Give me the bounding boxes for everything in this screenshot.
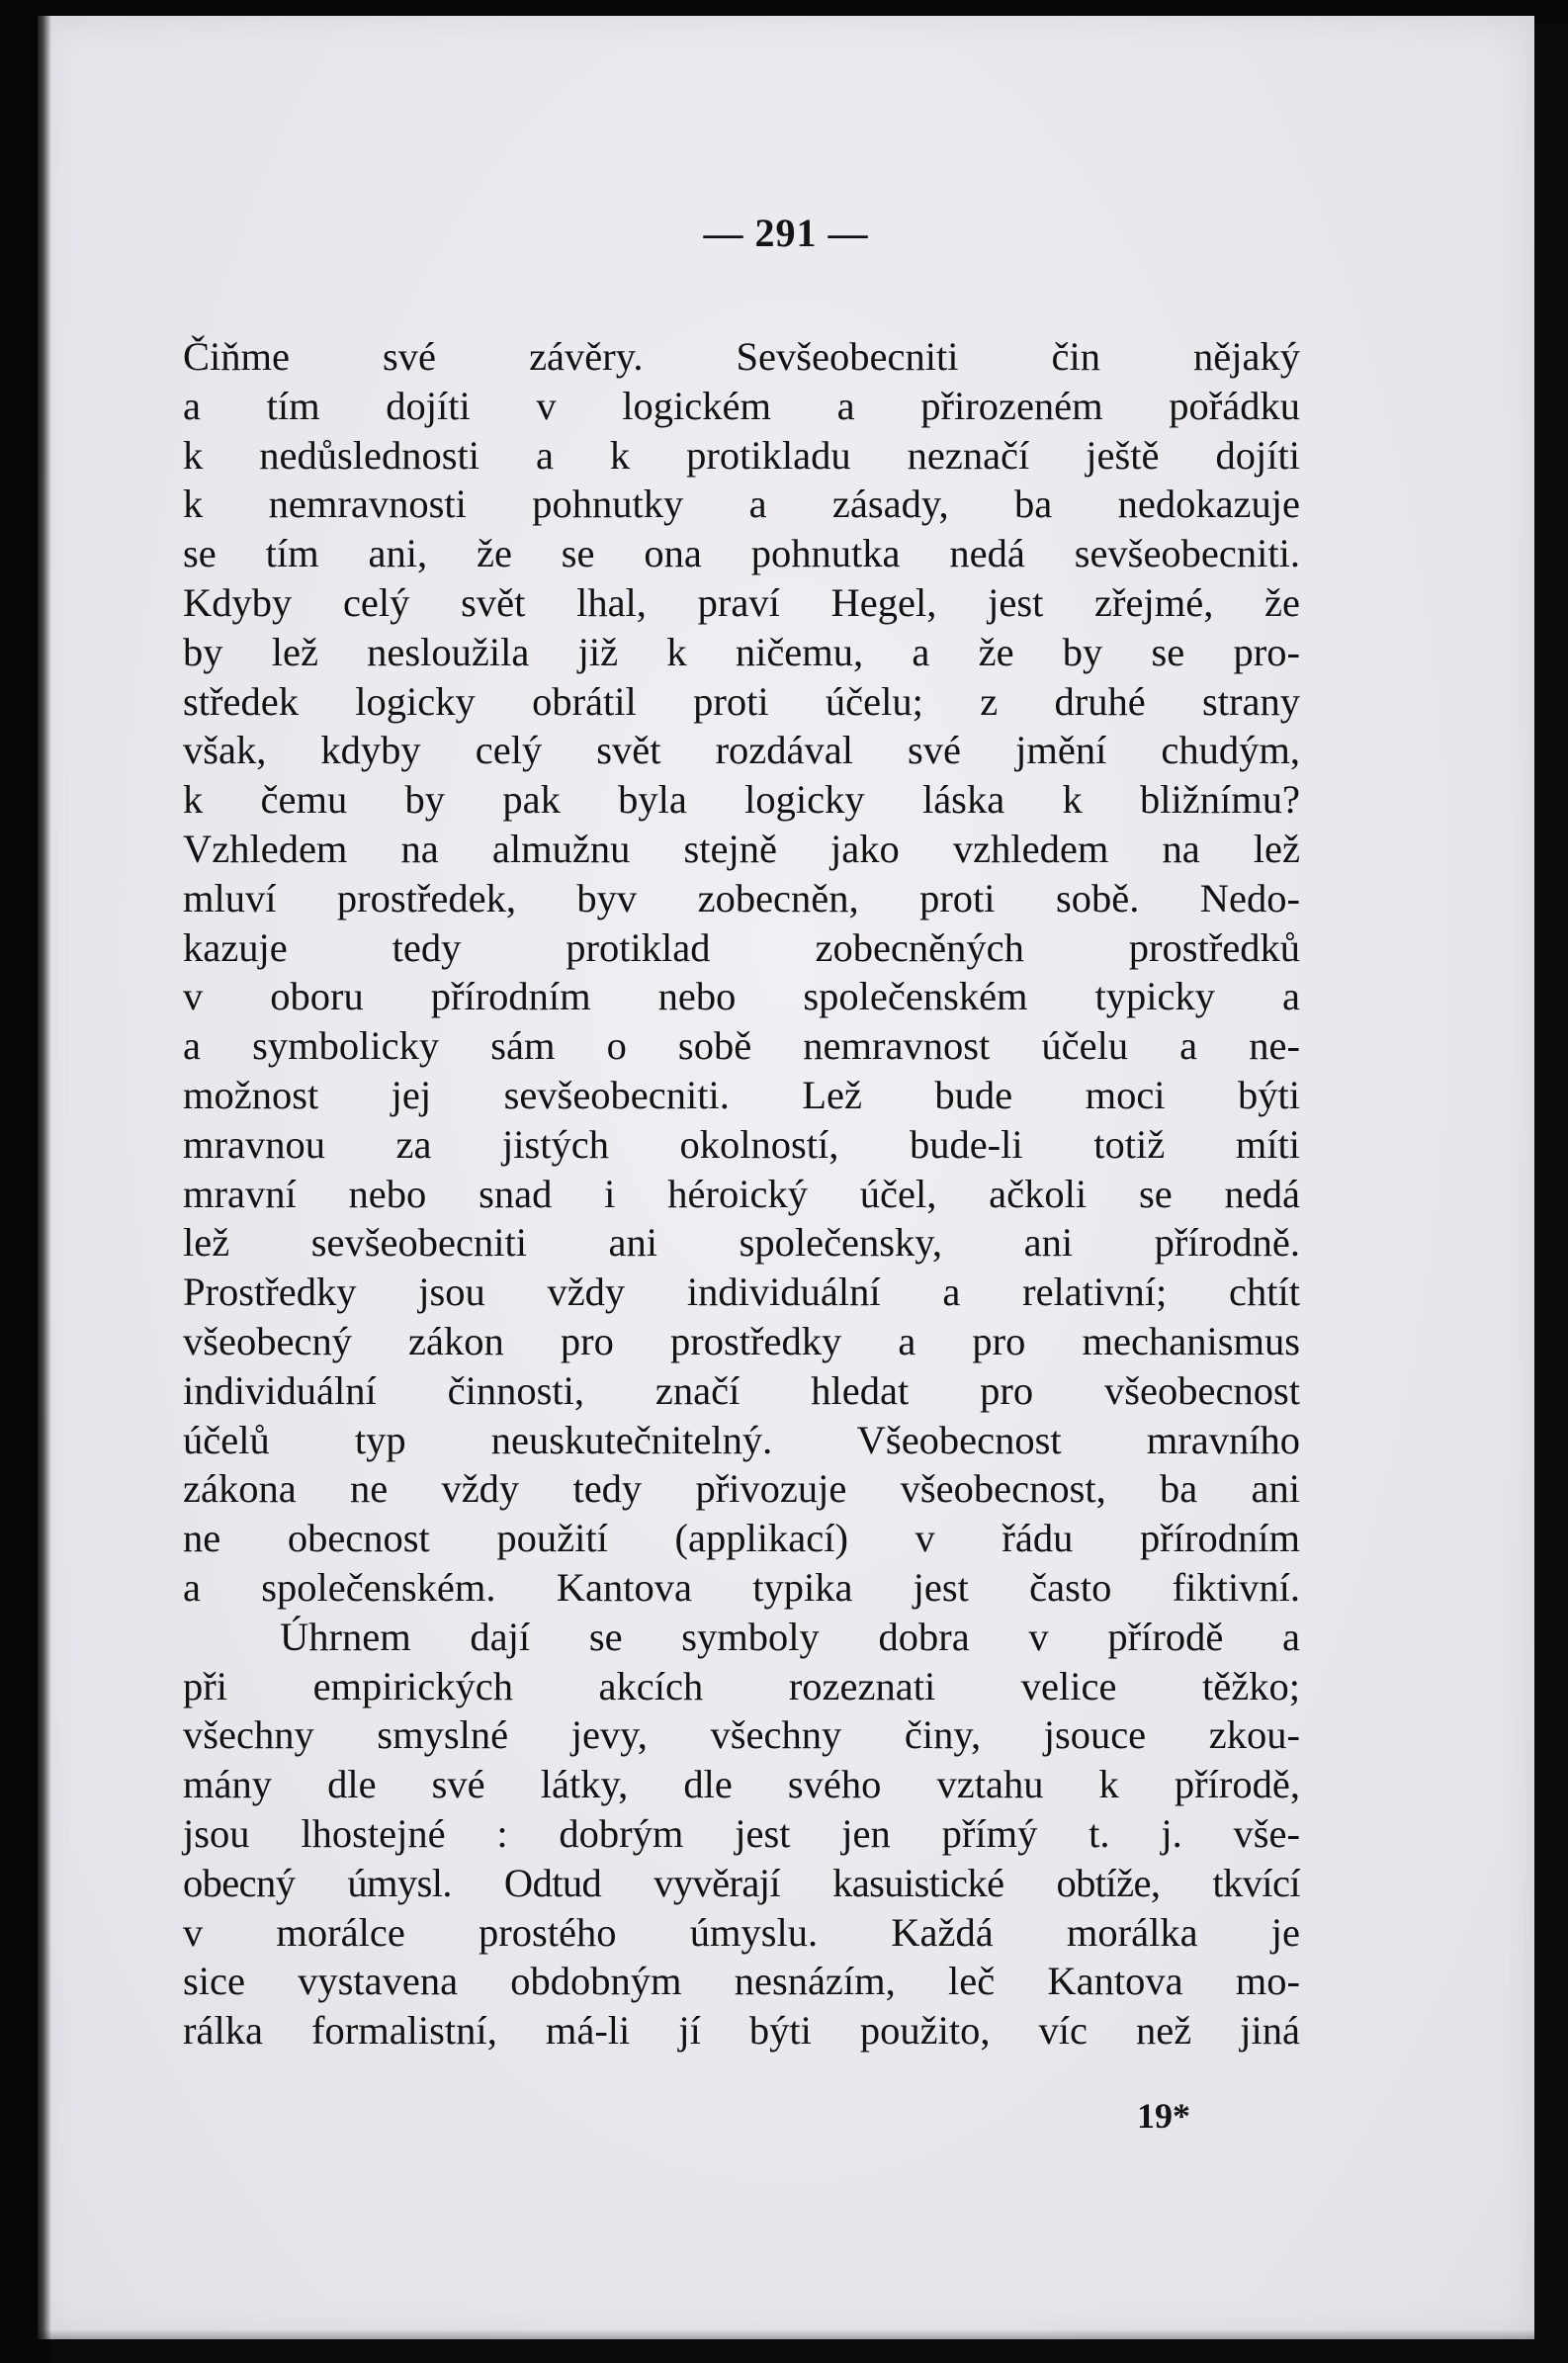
text-line: sice vystavena obdobným nesnázím, leč Kantova mo- [183,1959,1300,2004]
text-line: a tím dojíti v logickém a přirozeném pořádku [183,383,1300,428]
text-line: Čiňme své závěry. Sevšeobecniti čin nějaký [183,334,1300,379]
text-line: ne obecnost použití (applikací) v řádu přírodním [183,1516,1300,1561]
text-line: by lež nesloužila již k ničemu, a že by se pro- [183,629,1300,674]
text-line: účelů typ neuskutečnitelný. Všeobecnost mravního [183,1417,1300,1462]
text-line: kazuje tedy protiklad zobecněných prostředků [183,924,1300,970]
text-line: Úhrnem dají se symboly dobra v přírodě a [280,1614,1300,1659]
page-bottom-shadow [38,2329,1534,2339]
text-line: k nemravnosti pohnutky a zásady, ba nedokazuje [183,481,1300,527]
text-line: středek logicky obrátil proti účelu; z druhé strany [183,678,1300,724]
text-line: se tím ani, že se ona pohnutka nedá sevšeobecniti. [183,531,1300,576]
text-line: mravní nebo snad i héroický účel, ačkoli se nedá [183,1171,1300,1216]
text-line: rálka formalistní, má-li jí býti použito, víc než jiná [183,2008,1300,2054]
text-line: však, kdyby celý svět rozdával své jmění chudým, [183,728,1300,773]
text-line: v morálce prostého úmyslu. Každá morálka je [183,1909,1300,1955]
book-page [38,16,1534,2339]
text-line: mluví prostředek, byv zobecněn, proti sobě. Nedo- [183,875,1300,920]
text-line: individuální činnosti, značí hledat pro všeobecnost [183,1367,1300,1413]
page-number: — 291 — [703,211,869,255]
text-line: a symbolicky sám o sobě nemravnost účelu a ne- [183,1023,1300,1069]
text-line: všechny smyslné jevy, všechny činy, jsouce zkou- [183,1712,1300,1758]
text-line: zákona ne vždy tedy přivozuje všeobecnost, ba ani [183,1466,1300,1512]
text-line: mány dle své látky, dle svého vztahu k přírodě, [183,1762,1300,1807]
text-line: k čemu by pak byla logicky láska k bližnímu? [183,777,1300,823]
text-line: obecný úmysl. Odtud vyvěrají kasuistické obtíže, tkvící [183,1860,1300,1905]
text-line: a společenském. Kantova typika jest často fiktivní. [183,1564,1300,1610]
text-line: při empirických akcích rozeznati velice těžko; [183,1663,1300,1708]
text-line: Prostředky jsou vždy individuální a relativní; chtít [183,1269,1300,1315]
text-line: Vzhledem na almužnu stejně jako vzhledem na lež [183,826,1300,871]
text-line: všeobecný zákon pro prostředky a pro mechanismus [183,1318,1300,1363]
signature-mark: 19* [1137,2096,1190,2136]
text-line: Kdyby celý svět lhal, praví Hegel, jest zřejmé, že [183,579,1300,625]
text-line: k nedůslednosti a k protikladu neznačí ještě dojíti [183,432,1300,478]
page-gutter-shadow [38,16,51,2339]
text-line: lež sevšeobecniti ani společensky, ani přírodně. [183,1220,1300,1266]
text-line: v oboru přírodním nebo společenském typicky a [183,974,1300,1019]
text-line: jsou lhostejné : dobrým jest jen přímý t. j. vše- [183,1810,1300,1856]
text-line: mravnou za jistých okolností, bude-li totiž míti [183,1121,1300,1167]
text-line: možnost jej sevšeobecniti. Lež bude moci býti [183,1072,1300,1117]
body-text [183,332,1300,2056]
